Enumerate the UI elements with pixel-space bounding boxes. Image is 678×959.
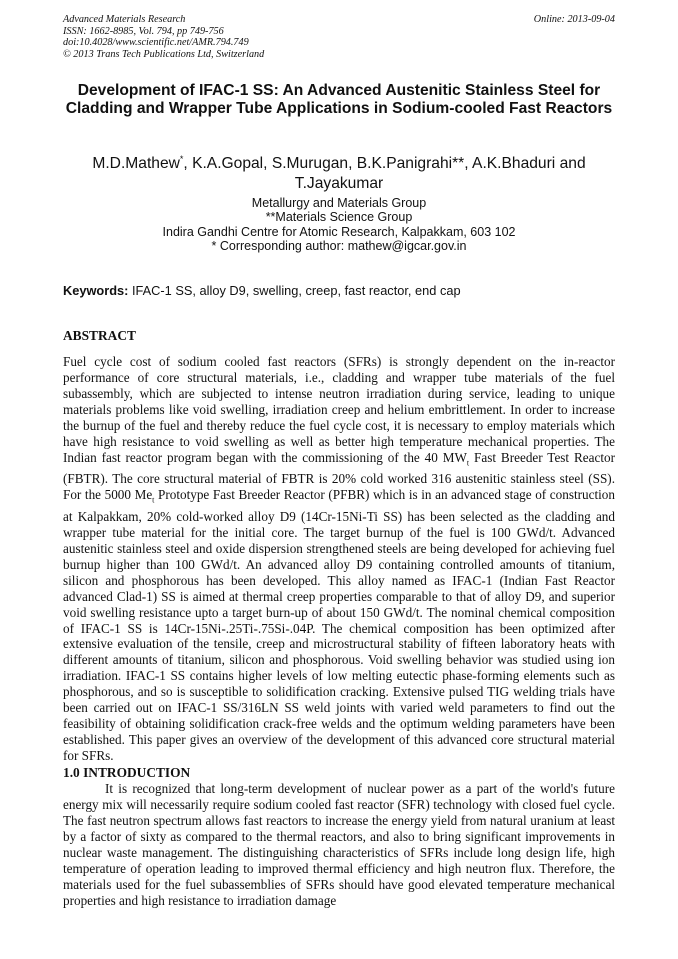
keywords-text: IFAC-1 SS, alloy D9, swelling, creep, fast reactor, end cap xyxy=(128,283,461,298)
journal-header xyxy=(63,14,615,60)
corresponding-author-email: * Corresponding author: mathew@igcar.gov.in xyxy=(211,238,467,253)
affiliation-line: **Materials Science Group xyxy=(265,210,413,225)
subscript: t xyxy=(152,495,155,505)
abstract-text xyxy=(63,354,615,764)
author-list xyxy=(63,150,615,193)
online-date: Online: 2013-09-04 xyxy=(533,14,615,25)
affiliations xyxy=(63,196,615,253)
keywords xyxy=(63,283,615,298)
abstract-part: Prototype Fast Breeder Reactor (PFBR) which is in an advanced stage of construction at Kalpakkam, 20% cold-worked alloy D9 (14Cr-15Ni-Ti SS) has been selected as the cladding and wrapper tube material for the initial core. The target burnup of the fuel is 100 GWd/t. Advanced austenitic stainless steel and oxide dispersion strengthened steels are being developed for achieving fuel burnup higher than 100 GWd/t. An advanced alloy D9 containing controlled amounts of titanium, silicon and phosphorous has been developed. This alloy named as IFAC-1 (Indian Fast Reactor advanced Clad-1) SS is aimed at thermal creep properties comparable to that of alloy D9, and superior void swelling resistance upto a target burn-up of about 150 GWd/t. The nominal chemical composition of IFAC-1 SS is 14Cr-15Ni-.25Ti-.75Si-.04P. The chemical composition has been optimized after extensive evaluation of the tensile, creep and microstructural stability of fifteen laboratory heats with different amounts of titanium, silicon and phosphorous. Void swelling behavior was studied using ion irradiation. IFAC-1 SS contains higher levels of low melting eutectic phase-forming elements such as phosphorous, and so is susceptible to solidification cracking. Extensive pulsed TIG welding trials have been carried out on IFAC-1 SS/316LN SS weld joints with varied weld parameters to find out the feasibility of obtaining solidification crack-free welds and the optimum welding parameters have been established. This paper gives an overview of the development of this advanced core structural material for SFRs. xyxy=(63,487,615,764)
abstract-part: Fast Breeder Test Reactor (FBTR). The core structural material of FBTR is 20% cold worked 316 austenitic stainless steel (SS). For the 5000 Me xyxy=(63,449,615,503)
subscript: t xyxy=(466,458,470,468)
author-rest: , K.A.Gopal, S.Murugan, B.K.Panigrahi**, A.K.Bhaduri and T.Jayakumar xyxy=(183,155,586,192)
abstract-heading: ABSTRACT xyxy=(63,328,136,343)
section-heading-introduction: 1.0 INTRODUCTION xyxy=(63,765,191,780)
affiliation-line: Metallurgy and Materials Group xyxy=(251,196,427,210)
paper-title: Development of IFAC-1 SS: An Advanced Austenitic Stainless Steel for Cladding and Wrapper Tube Applications in Sodium-cooled Fast Reactors xyxy=(65,82,613,118)
journal-doi: doi:10.4028/www.scientific.net/AMR.794.749 xyxy=(63,37,249,49)
journal-copyright: © 2013 Trans Tech Publications Ltd, Switzerland xyxy=(63,48,265,60)
introduction-paragraph: It is recognized that long-term development of nuclear power as a part of the world's future energy mix will necessarily require sodium cooled fast reactor (SFR) technology with closed fuel cycle. The fast neutron spectrum allows fast reactors to increase the energy yield from natural uranium at least by a factor of sixty as compared to the thermal reactors, and also to bring significant improvements in nuclear waste management. The distinguishing characteristics of SFRs include long design life, high temperature of operation leading to improved thermal efficiency and high neutron flux. Therefore, the materials used for the fuel subassemblies of SFRs should have good elevated temperature mechanical properties and high resistance to irradiation damage xyxy=(63,781,615,908)
keywords-label: Keywords: xyxy=(63,283,129,298)
abstract-part: Fuel cycle cost of sodium cooled fast reactors (SFRs) is strongly dependent on the in-reactor performance of core structural materials, i.e., cladding and wrapper tube materials of the fuel subassembly, which are subjected to intense neutron irradiation during service, leading to unique materials problems like void swelling, irradiation creep and helium embrittlement. In order to increase the burnup of the fuel and thereby reduce the fuel cycle cost, it is necessary to employ materials which have high resistance to void swelling as well as better high temperature mechanical properties. The Indian fast reactor program began with the commissioning of the 40 MW xyxy=(63,354,615,465)
journal-name: Advanced Materials Research xyxy=(63,14,186,25)
author-first: M.D.Mathew xyxy=(92,155,180,173)
corresponding-author-mark: * xyxy=(179,154,184,164)
journal-issn: ISSN: 1662-8985, Vol. 794, pp 749-756 xyxy=(63,25,224,37)
affiliation-line: Indira Gandhi Centre for Atomic Research, Kalpakkam, 603 102 xyxy=(162,224,516,239)
